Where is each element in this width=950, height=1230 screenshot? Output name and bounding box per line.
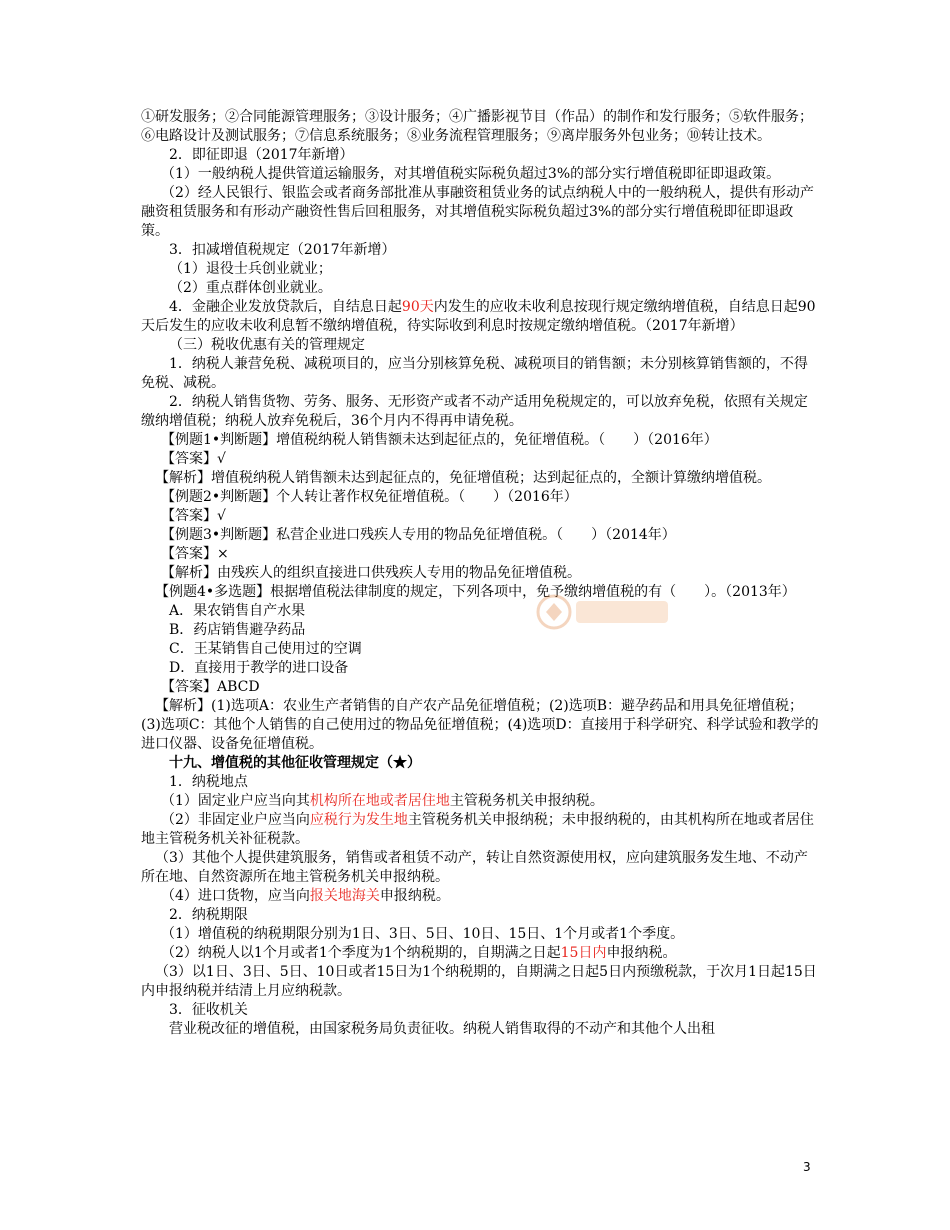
answer: 【答案】× — [161, 546, 229, 562]
text-line: （2）重点群体创业就业。 — [169, 280, 332, 296]
analysis: 【解析】由残疾人的组织直接进口供残疾人专用的物品免征增值税。 — [161, 565, 581, 581]
text-line: 1．纳税人兼营免税、减税项目的，应当分别核算免税、减税项目的销售额；未分别核算销售额的，不得免税、减税。 — [141, 356, 808, 391]
example-question: 【例题2•判断题】个人转让著作权免征增值税。（ ）（2016年） — [161, 489, 578, 505]
text-span: （4）进口货物，应当向 — [161, 888, 310, 904]
text-line: 营业税改征的增值税，由国家税务局负责征收。纳税人销售取得的不动产和其他个人出租 — [169, 1021, 715, 1037]
text-span: （1）固定业户应当向其 — [161, 793, 310, 809]
highlight-text: 机构所在地或者居住地 — [309, 793, 450, 809]
highlight-text: 90天 — [401, 299, 434, 315]
text-line — [141, 887, 821, 906]
analysis: 【解析】(1)选项A：农业生产者销售的自产农产品免征增值税；(2)选项B：避孕药品和用具免征增值税；(3)选项C：其他个人销售的自己使用过的物品免征增值税；(4)选项D：直接用于科学研究、科学试验和教学的进口仪器、设备免征增值税。 — [141, 698, 819, 752]
text-line: 2．纳税人销售货物、劳务、服务、无形资产或者不动产适用免税规定的，可以放弃免税，依照有关规定缴纳增值税；纳税人放弃免税后，36个月内不得再申请免税。 — [141, 394, 808, 429]
watermark-mark — [546, 603, 562, 621]
example-question: 【例题4•多选题】根据增值税法律制度的规定，下列各项中，免予缴纳增值税的有（ ）。（2013年） — [155, 584, 796, 600]
analysis: 【解析】增值税纳税人销售额未达到起征点的，免征增值税；达到起征点的，全额计算缴纳增值税。 — [155, 470, 771, 486]
text-line — [141, 792, 821, 811]
section-heading: （三）税收优惠有关的管理规定 — [169, 337, 365, 353]
text-line: （1）退役士兵创业就业； — [169, 261, 332, 277]
text-span: 4．金融企业发放贷款后，自结息日起 — [169, 299, 402, 315]
text-line: 1．纳税地点 — [169, 774, 248, 790]
example-question: 【例题1•判断题】增值税纳税人销售额未达到起征点的，免征增值税。（ ）（2016年） — [161, 432, 718, 448]
text-span: 申报纳税。 — [606, 945, 677, 961]
answer: 【答案】√ — [161, 451, 226, 467]
text-span: 主管税务机关申报纳税；未申报纳税的，由其机构所在地或者居住地主管税务机关补征税款。 — [141, 812, 814, 847]
text-span: （2）非固定业户应当向 — [161, 812, 310, 828]
text-line: （1）一般纳税人提供管道运输服务，对其增值税实际税负超过3%的部分实行增值税即征即退政策。 — [161, 166, 781, 182]
text-span: （2）纳税人以1个月或者1个季度为1个纳税期的，自期满之日起 — [161, 945, 561, 961]
text-line: （3）以1日、3日、5日、10日或者15日为1个纳税期的，自期满之日起5日内预缴税款，于次月1日起15日内申报纳税并结清上月应纳税款。 — [141, 964, 817, 999]
text-line: （2）经人民银行、银监会或者商务部批准从事融资租赁业务的试点纳税人中的一般纳税人，提供有形动产融资租赁服务和有形动产融资性售后回租服务，对其增值税实际税负超过3%的部分实行增值税即征即退政策。 — [141, 185, 814, 239]
watermark-text-band — [576, 601, 668, 623]
text-line: （3）其他个人提供建筑服务，销售或者租赁不动产，转让自然资源使用权，应向建筑服务发生地、不动产所在地、自然资源所在地主管税务机关申报纳税。 — [141, 850, 808, 885]
document-body — [141, 108, 821, 1039]
answer: 【答案】√ — [161, 508, 226, 524]
text-span: 主管税务机关申报纳税。 — [449, 793, 604, 809]
text-line — [141, 811, 821, 849]
text-line: ①研发服务；②合同能源管理服务；③设计服务；④广播影视节目（作品）的制作和发行服务；⑤软件服务；⑥电路设计及测试服务；⑦信息系统服务；⑧业务流程管理服务；⑨离岸服务外包业务；⑩转让技术。 — [141, 109, 813, 144]
watermark-logo — [532, 577, 672, 647]
option-c: C．王某销售自己使用过的空调 — [169, 641, 362, 657]
text-line — [141, 298, 821, 336]
text-span: 内发生的应收未收利息按现行规定缴纳增值税，自结息日起90天后发生的应收未收利息暂不缴纳增值税，待实际收到利息时按规定缴纳增值税。（2017年新增） — [141, 299, 816, 334]
option-d: D．直接用于教学的进口设备 — [169, 660, 349, 676]
highlight-text: 报关地海关 — [309, 888, 380, 904]
text-span: 申报纳税。 — [379, 888, 450, 904]
text-line: 2．即征即退（2017年新增） — [169, 147, 354, 163]
option-b: B．药店销售避孕药品 — [169, 622, 306, 638]
text-line: 3．扣减增值税规定（2017年新增） — [169, 242, 396, 258]
example-question: 【例题3•判断题】私营企业进口残疾人专用的物品免征增值税。（ ）（2014年） — [161, 527, 676, 543]
text-line: 2．纳税期限 — [169, 907, 248, 923]
text-line: 3．征收机关 — [169, 1002, 248, 1018]
text-line: （1）增值税的纳税期限分别为1日、3日、5日、10日、15日、1个月或者1个季度。 — [161, 926, 685, 942]
section-heading: 十九、增值税的其他征收管理规定（★） — [169, 755, 421, 771]
page-number: 3 — [803, 1160, 811, 1174]
highlight-text: 15日内 — [560, 945, 607, 961]
option-a: A．果农销售自产水果 — [169, 603, 306, 619]
answer: 【答案】ABCD — [161, 679, 260, 695]
highlight-text: 应税行为发生地 — [309, 812, 408, 828]
text-line — [141, 944, 821, 963]
